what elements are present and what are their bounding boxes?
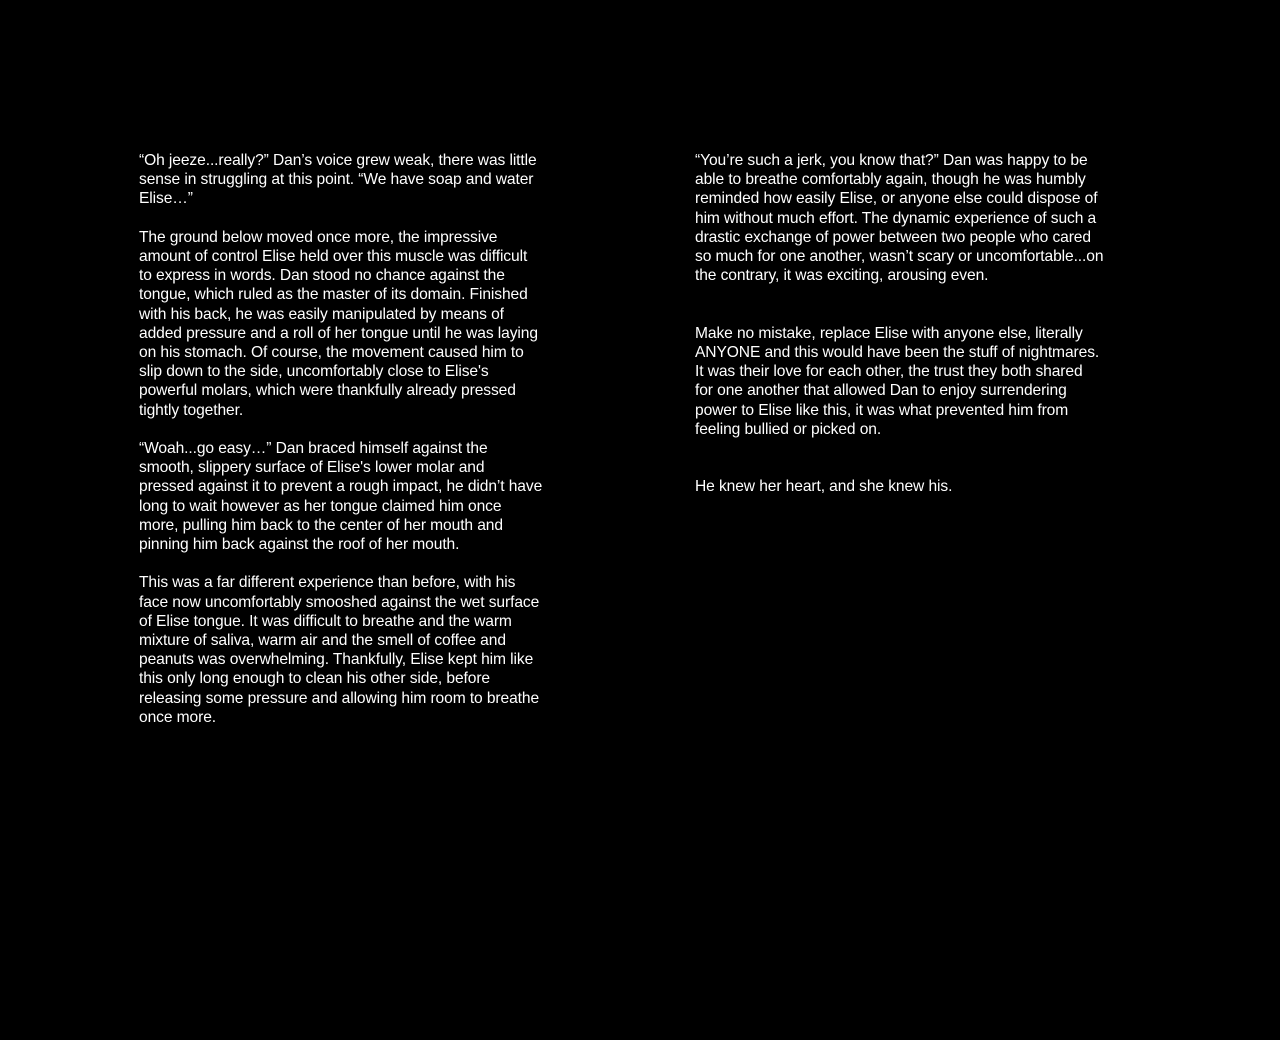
text-line: powerful molars, which were thankfully already pressed	[139, 382, 516, 400]
text-line: face now uncomfortably smooshed against the wet surface	[139, 593, 540, 611]
text-line: the contrary, it was exciting, arousing even.	[695, 267, 989, 285]
paragraph-spacer	[695, 439, 1127, 477]
text-line: peanuts was overwhelming. Thankfully, Elise kept him like	[139, 651, 534, 669]
paragraph-spacer	[139, 209, 563, 228]
paragraph	[139, 228, 563, 420]
text-line: able to breathe comfortably again, though he was humbly	[695, 171, 1086, 189]
text-line: “You’re such a jerk, you know that?” Dan was happy to be	[695, 152, 1088, 169]
right-text-column	[695, 151, 1127, 497]
text-line: once more.	[139, 708, 217, 726]
text-line: of Elise tongue. It was difficult to breathe and the warm	[139, 612, 512, 630]
paragraph-spacer	[139, 420, 563, 439]
text-line: with his back, he was easily manipulated by means of	[139, 305, 504, 323]
text-line: This was a far different experience than before, with his	[139, 574, 516, 592]
text-line: pressed against it to prevent a rough impact, he didn’t have	[139, 478, 543, 496]
left-text-column	[139, 151, 563, 727]
text-line: reminded how easily Elise, or anyone else could dispose of	[695, 190, 1098, 208]
text-line: sense in struggling at this point. “We have soap and water	[139, 171, 534, 189]
paragraph	[695, 324, 1127, 439]
text-line: on his stomach. Of course, the movement caused him to	[139, 344, 524, 362]
paragraph	[695, 477, 1127, 496]
text-line: power to Elise like this, it was what prevented him from	[695, 401, 1069, 419]
text-line: amount of control Elise held over this muscle was difficult	[139, 248, 528, 265]
text-line: pinning him back against the roof of her mouth.	[139, 536, 460, 554]
text-line: more, pulling him back to the center of her mouth and	[139, 516, 503, 534]
text-line: this only long enough to clean his other side, before	[139, 670, 490, 688]
paragraph	[139, 151, 563, 209]
text-line: “Woah...go easy…” Dan braced himself against the	[139, 440, 488, 458]
paragraph	[139, 573, 563, 727]
text-line: It was their love for each other, the trust they both shared	[695, 363, 1083, 381]
text-line: He knew her heart, and she knew his.	[695, 478, 953, 496]
text-line: tongue, which ruled as the master of its domain. Finished	[139, 286, 528, 304]
text-line: releasing some pressure and allowing him room to breathe	[139, 689, 540, 707]
paragraph	[139, 439, 563, 554]
paragraph	[695, 151, 1127, 285]
text-line: mixture of saliva, warm air and the smell of coffee and	[139, 632, 506, 650]
paragraph-spacer	[695, 285, 1127, 323]
text-line: ANYONE and this would have been the stuff of nightmares.	[695, 344, 1100, 362]
paragraph-spacer	[139, 554, 563, 573]
text-line: smooth, slippery surface of Elise's lower molar and	[139, 459, 485, 477]
text-line: feeling bullied or picked on.	[695, 420, 882, 438]
text-line: Make no mistake, replace Elise with anyone else, literally	[695, 324, 1083, 342]
text-line: drastic exchange of power between two people who cared	[695, 228, 1091, 246]
text-line: tightly together.	[139, 401, 244, 419]
text-line: to express in words. Dan stood no chance against the	[139, 267, 505, 285]
text-line: “Oh jeeze...really?” Dan’s voice grew weak, there was little	[139, 152, 537, 169]
text-line: so much for one another, wasn’t scary or uncomfortable...on	[695, 248, 1104, 266]
text-line: Elise…”	[139, 190, 193, 208]
text-line: long to wait however as her tongue claimed him once	[139, 497, 502, 515]
text-line: added pressure and a roll of her tongue until he was laying	[139, 324, 538, 342]
text-line: The ground below moved once more, the impressive	[139, 228, 498, 246]
text-line: him without much effort. The dynamic experience of such a	[695, 209, 1097, 227]
text-line: slip down to the side, uncomfortably close to Elise's	[139, 363, 489, 381]
text-line: for one another that allowed Dan to enjoy surrendering	[695, 382, 1067, 400]
